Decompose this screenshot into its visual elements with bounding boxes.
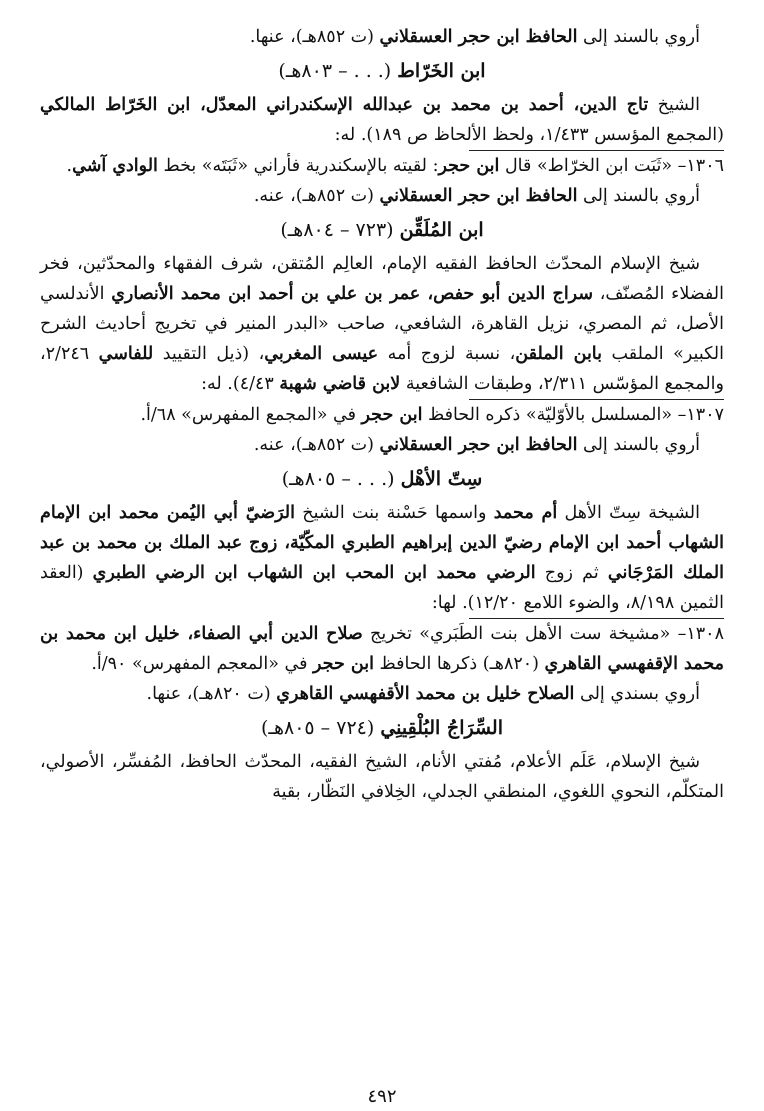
entry-heading: ابن الخَرّاط (. . . – ٨٠٣هـ) <box>278 60 486 82</box>
biography-paragraph: شيخ الإسلام المحدّث الحافظ الفقيه الإمام، العالِم المُتقن، شرف الفقهاء والمحدّثين، فخر الفضلاء المُصنّف، سراج الدين أبو حفص، عمر بن علي بن أحمد ابن محمد الأنصاري الأندلسي الأصل، ثم المصري، نزيل القاهرة، الشافعي، صاحب «البدر المنير في تخريج أحاديث الشرح الكبير» الملقب بابن الملقن، نسبة لزوج أمه عيسى المغربي، (ذيل التقييد للفاسي ٢/٢٤٦، والمجمع المؤسّس ٢/٣١١، وطبقات الشافعية لابن قاضي شهبة ٤/٤٣). له: <box>40 254 724 394</box>
biography-paragraph: الشيخ تاج الدين، أحمد بن محمد بن عبدالله الإسكندراني المعدّل، ابن الخَرّاط المالكي (المجمع المؤسس ١/٤٣٣، ولحظ الألحاظ ص ١٨٩). له: <box>40 95 724 145</box>
entry-heading: السِّرَاجُ البُلْقِينِي (٧٢٤ – ٨٠٥هـ) <box>261 717 503 739</box>
biography-paragraph: الشيخة سِتّ الأهل أم محمد واسمها حَسْنة بنت الشيخ الرَضيّ أبي اليُمن محمد ابن الإمام الشهاب أحمد ابن الإمام رضيّ الدين إبراهيم الطبري المكّيّة، زوج عبد الملك بن محمد بن عبد الملك المَرْجَاني ثم زوج الرضي محمد ابن المحب ابن الشهاب ابن الرضي الطبري (العقد الثمين ٨/١٩٨، والضوء اللامع ١٢/٢٠). لها: <box>40 503 724 613</box>
separator-rule <box>469 399 724 400</box>
entry-heading: ابن المُلَقِّن (٧٢٣ – ٨٠٤هـ) <box>280 219 484 241</box>
book-page <box>40 22 724 1091</box>
biography-paragraph: شيخ الإسلام، عَلَم الأعلام، مُفتي الأنام، الشيخ الفقيه، المحدّث الحافظ، المُفسِّر، الأصولي، المتكلّم، النحوي اللغوي، المنطقي الجدلي، الخِلافي النَظّار، بقية <box>40 752 724 802</box>
separator-rule <box>469 150 724 151</box>
chain-of-narration: أروي بسندي إلى الصلاح خليل بن محمد الأقفهسي القاهري (ت ٨٢٠هـ)، عنها. <box>146 684 700 704</box>
chain-of-narration: أروي بالسند إلى الحافظ ابن حجر العسقلاني (ت ٨٥٢هـ)، عنه. <box>253 186 700 206</box>
separator-rule <box>469 618 724 619</box>
page-number: ٤٩٢ <box>367 1086 397 1107</box>
numbered-entry: ١٣٠٦– «ثَبَت ابن الخرّاط» قال ابن حجر: لقيته بالإسكندرية فأراني «ثَبَتَه» بخط الوادي آشي. <box>40 150 724 181</box>
numbered-entry: ١٣٠٧– «المسلسل بالأوّليّة» ذكره الحافظ ابن حجر في «المجمع المفهرس» ٦٨/أ. <box>40 399 724 430</box>
chain-of-narration: أروي بالسند إلى الحافظ ابن حجر العسقلاني (ت ٨٥٢هـ)، عنه. <box>253 435 700 455</box>
entry-heading: سِتّ الأهْل (. . . – ٨٠٥هـ) <box>281 468 483 490</box>
numbered-entry: ١٣٠٨– «مشيخة ست الأهل بنت الطَبَري» تخريج صلاح الدين أبي الصفاء، خليل ابن محمد بن محمد الإقفهسي القاهري (٨٢٠هـ) ذكرها الحافظ ابن حجر في «المعجم المفهرس» ٩٠/أ. <box>40 618 724 679</box>
chain-of-narration: أروي بالسند إلى الحافظ ابن حجر العسقلاني (ت ٨٥٢هـ)، عنها. <box>249 27 700 47</box>
